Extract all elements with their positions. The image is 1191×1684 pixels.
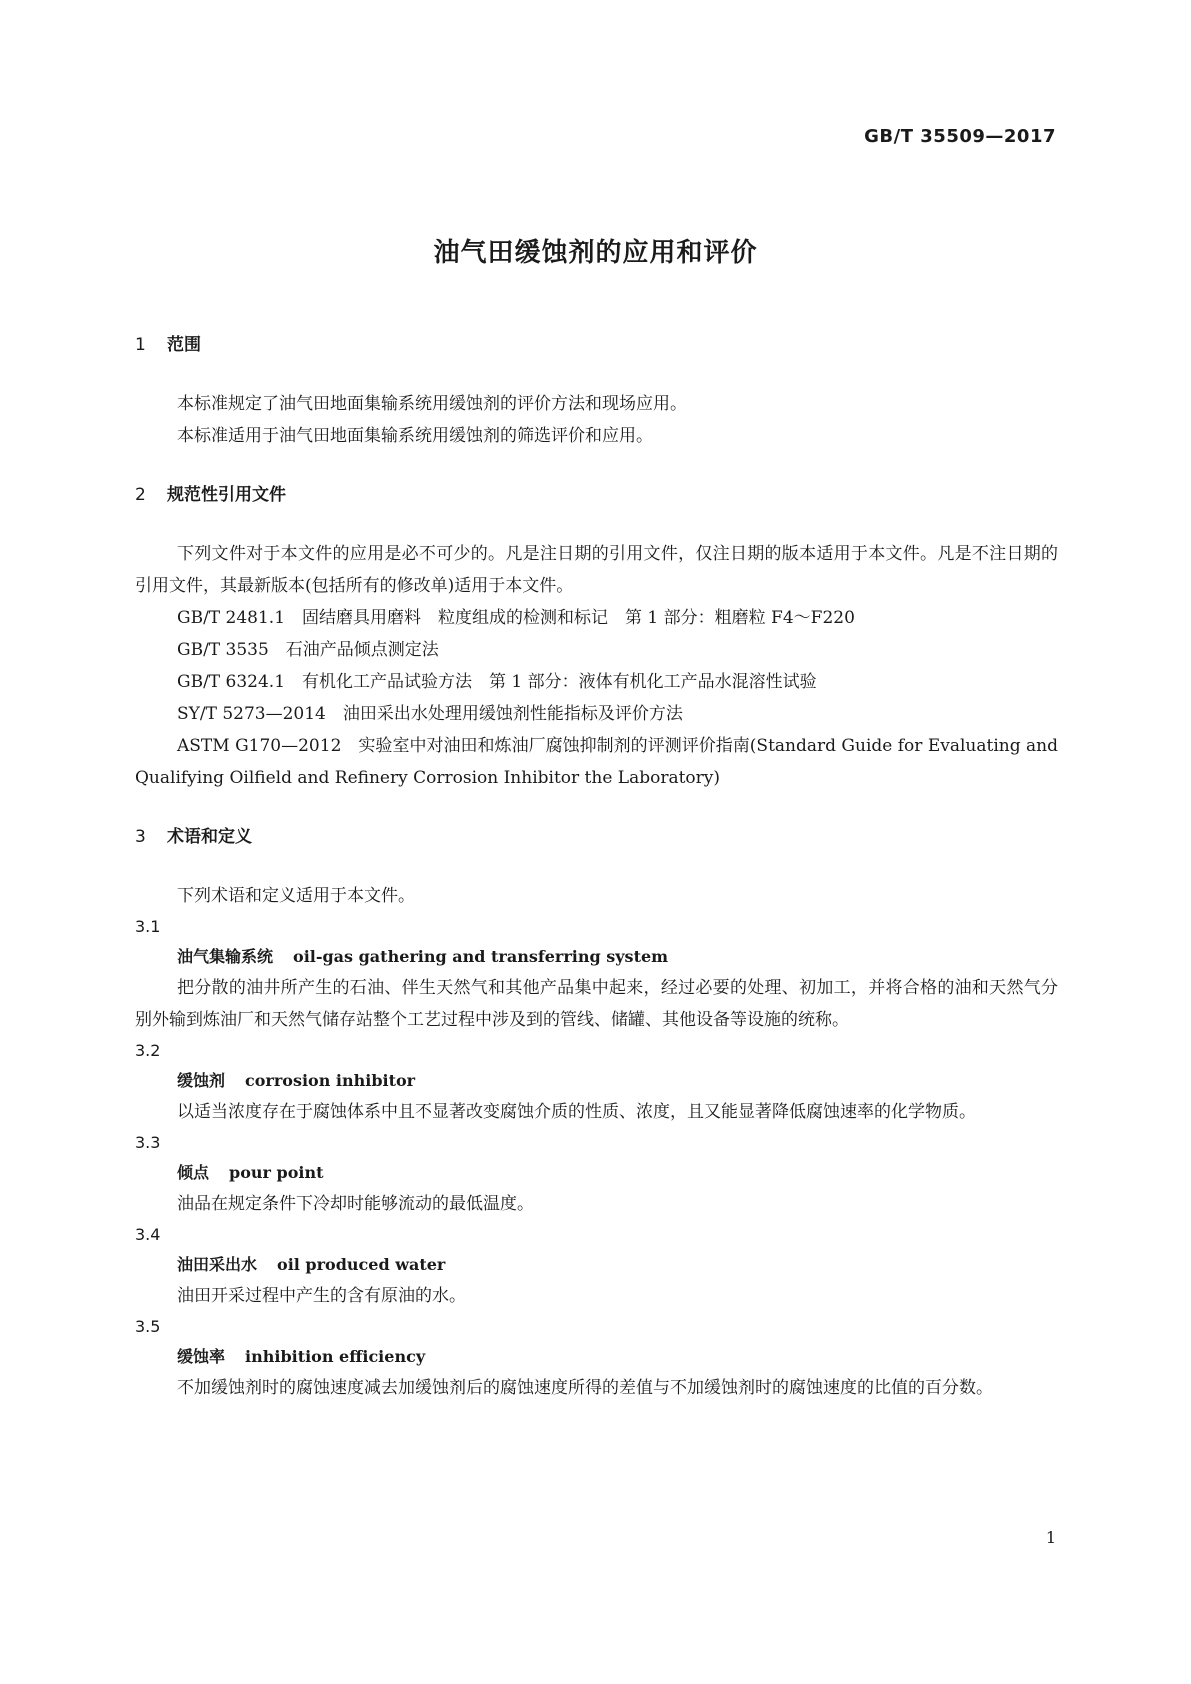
term-english: inhibition efficiency <box>245 1347 426 1366</box>
term-definition: 油田开采过程中产生的含有原油的水。 <box>177 1286 466 1306</box>
term-english: oil produced water <box>277 1255 446 1274</box>
document-body <box>135 332 1058 1434</box>
clause-number: 3.5 <box>135 1317 161 1336</box>
term-chinese: 缓蚀率 <box>177 1347 226 1366</box>
section-scope <box>135 332 1058 452</box>
term-heading <box>135 1342 1058 1372</box>
section-heading <box>135 482 1058 508</box>
term-chinese: 油气集输系统 <box>177 947 274 966</box>
reference-item: ASTM G170—2012 实验室中对油田和炼油厂腐蚀抑制剂的评测评价指南(Standard Guide for Evaluating and Qualifying Oilfield and Refinery Corrosion Inhibitor the Laboratory) <box>135 736 1058 788</box>
term-chinese: 缓蚀剂 <box>177 1071 226 1090</box>
term-definition: 不加缓蚀剂时的腐蚀速度减去加缓蚀剂后的腐蚀速度所得的差值与不加缓蚀剂时的腐蚀速度的比值的百分数。 <box>177 1378 993 1398</box>
term-entry <box>135 1220 1058 1312</box>
term-chinese: 倾点 <box>177 1163 210 1182</box>
term-definition: 把分散的油井所产生的石油、伴生天然气和其他产品集中起来，经过必要的处理、初加工，并将合格的油和天然气分别外输到炼油厂和天然气储存站整个工艺过程中涉及到的管线、储罐、其他设备等设施的统称。 <box>135 978 1058 1030</box>
clause-number: 3.2 <box>135 1041 161 1060</box>
term-english: oil-gas gathering and transferring system <box>293 947 669 966</box>
term-heading <box>135 942 1058 972</box>
clause-number: 3.1 <box>135 917 161 936</box>
term-chinese: 油田采出水 <box>177 1255 258 1274</box>
reference-item: GB/T 6324.1 有机化工产品试验方法 第 1 部分：液体有机化工产品水混溶性试验 <box>177 672 817 692</box>
section-terms <box>135 824 1058 1404</box>
paragraph: 下列术语和定义适用于本文件。 <box>177 886 415 906</box>
reference-item: SY/T 5273—2014 油田采出水处理用缓蚀剂性能指标及评价方法 <box>177 704 683 724</box>
paragraph: 本标准规定了油气田地面集输系统用缓蚀剂的评价方法和现场应用。 <box>177 394 687 414</box>
reference-item: GB/T 3535 石油产品倾点测定法 <box>177 640 439 660</box>
section-title: 术语和定义 <box>167 827 252 847</box>
term-heading <box>135 1066 1058 1096</box>
section-heading <box>135 332 1058 358</box>
term-entry <box>135 1312 1058 1404</box>
document-title: 油气田缓蚀剂的应用和评价 <box>433 238 758 268</box>
page-number: 1 <box>1045 1528 1056 1547</box>
term-english: corrosion inhibitor <box>245 1071 416 1090</box>
section-number: 1 <box>135 335 146 355</box>
clause-number: 3.4 <box>135 1225 161 1244</box>
section-number: 2 <box>135 485 146 505</box>
section-title: 规范性引用文件 <box>167 485 286 505</box>
paragraph: 下列文件对于本文件的应用是必不可少的。凡是注日期的引用文件，仅注日期的版本适用于本文件。凡是不注日期的引用文件，其最新版本(包括所有的修改单)适用于本文件。 <box>135 544 1058 596</box>
term-heading <box>135 1158 1058 1188</box>
paragraph: 本标准适用于油气田地面集输系统用缓蚀剂的筛选评价和应用。 <box>177 426 653 446</box>
section-number: 3 <box>135 827 146 847</box>
section-references <box>135 482 1058 794</box>
section-title: 范围 <box>167 335 201 355</box>
section-heading <box>135 824 1058 850</box>
term-english: pour point <box>229 1163 324 1182</box>
term-entry <box>135 1036 1058 1128</box>
term-entry <box>135 912 1058 1036</box>
term-entry <box>135 1128 1058 1220</box>
clause-number: 3.3 <box>135 1133 161 1152</box>
reference-item: GB/T 2481.1 固结磨具用磨料 粒度组成的检测和标记 第 1 部分：粗磨粒 F4～F220 <box>177 608 855 628</box>
term-heading <box>135 1250 1058 1280</box>
standard-number: GB/T 35509—2017 <box>864 126 1056 147</box>
term-definition: 油品在规定条件下冷却时能够流动的最低温度。 <box>177 1194 534 1214</box>
term-definition: 以适当浓度存在于腐蚀体系中且不显著改变腐蚀介质的性质、浓度，且又能显著降低腐蚀速率的化学物质。 <box>177 1102 976 1122</box>
